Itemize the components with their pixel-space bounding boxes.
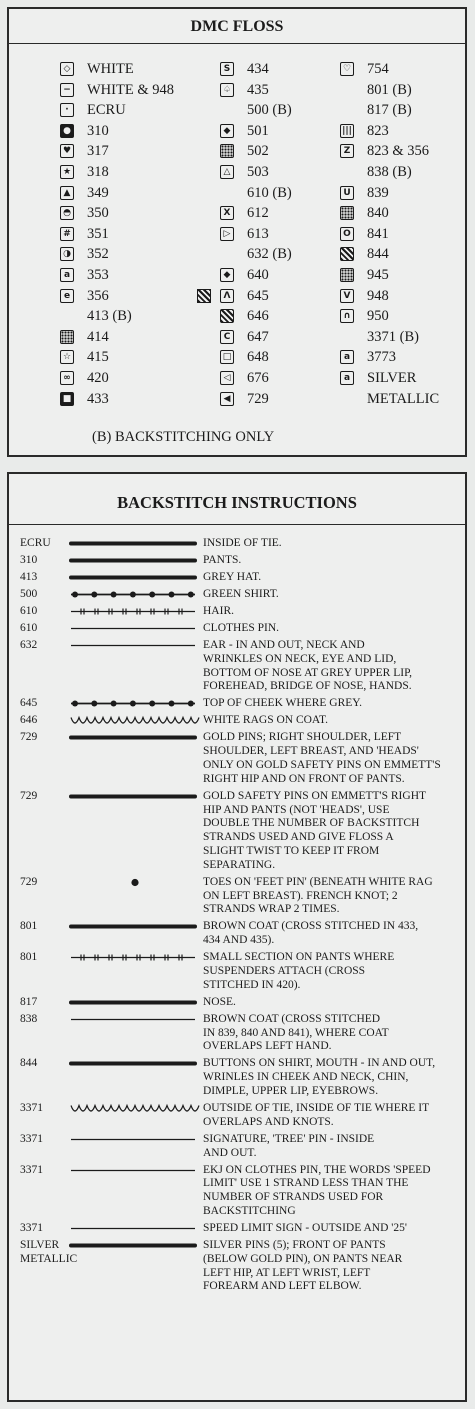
stitch-line-icon [69,996,201,1010]
backstitch-description [203,731,463,786]
floss-label: 356 [87,287,109,304]
floss-code-line: ECRU [20,537,51,549]
floss-code [20,1133,43,1147]
stitch-symbol-icon: X [220,206,234,220]
backstitch-row [9,876,465,917]
floss-code [20,1222,43,1236]
floss-label: 817 (B) [367,102,412,119]
stitch-line-icon [69,1164,201,1178]
stitch-symbol-icon [340,247,354,261]
stitch-symbol-icon: ◆ [220,268,234,282]
description-line: INSIDE OF TIE. [203,537,282,549]
floss-label: 844 [367,246,389,263]
floss-label: 823 [367,122,389,139]
floss-code-line: 729 [20,875,38,888]
description-line: SMALL SECTION ON PANTS WHERE [203,951,395,964]
stitch-symbol-icon: ★ [60,165,74,179]
floss-code-line: 817 [20,995,38,1008]
stitch-symbol-icon: ◑ [60,247,74,261]
floss-code [20,920,37,934]
stitch-line-icon [69,605,201,619]
backstitch-description [203,920,463,948]
description-line: SLIGHT TWIST TO KEEP IT FROM [203,844,380,857]
floss-label: 610 (B) [247,184,292,201]
backstitch-row [9,951,465,992]
stitch-symbol-icon: ♡ [340,62,354,76]
stitch-symbol-icon: a [340,350,354,364]
stitch-line-icon [69,588,201,602]
floss-code-line: 310 [20,554,38,566]
description-line: IN 839, 840 AND 841), WHERE COAT [203,1026,389,1039]
floss-code [20,639,37,653]
description-line: OUTSIDE OF TIE, INSIDE OF TIE WHERE IT [203,1102,430,1114]
stitch-symbol-icon: ||| [340,124,354,138]
floss-code [20,605,37,619]
dmc-floss-panel [7,7,467,457]
backstitch-description [203,605,463,619]
stitch-symbol-icon [220,309,234,323]
floss-label: 823 & 356 [367,143,430,160]
floss-label: 434 [247,61,269,77]
stitch-symbol-icon: a [60,268,74,282]
description-line: BACKSTITCHING [203,1204,296,1217]
floss-code-line: 632 [20,639,38,651]
backstitch-row [9,1239,465,1294]
floss-code-line: 844 [20,1057,38,1070]
backstitch-row [9,1222,465,1236]
floss-code [20,790,37,804]
stitch-symbol-icon: a [340,371,354,385]
floss-code-line: 729 [20,731,38,744]
floss-label: 415 [87,349,109,366]
backstitch-row [9,1133,465,1161]
floss-label: 351 [87,225,109,242]
description-line: WRINKLES ON NECK, EYE AND LID, [203,652,397,665]
stitch-line-icon [69,622,201,636]
description-line: CLOTHES PIN. [203,622,280,634]
floss-code-line: 838 [20,1012,38,1025]
stitch-symbol-icon: − [60,83,74,97]
stitch-line-icon [69,1239,201,1253]
floss-code-line: SILVER [20,1239,60,1251]
stitch-symbol-icon: # [60,227,74,241]
stitch-line-icon [69,1057,201,1071]
floss-code [20,622,37,636]
description-line: SHOULDER, LEFT BREAST, AND 'HEADS' [203,745,419,758]
floss-label: 950 [367,308,389,325]
stitch-symbol-icon: O [340,227,354,241]
description-line: GREEN SHIRT. [203,588,279,600]
description-line: (BELOW GOLD PIN), ON PANTS NEAR [203,1252,403,1265]
description-line: SEPARATING. [203,858,276,871]
floss-label: SILVER [367,369,417,386]
backstitch-row [9,1057,465,1098]
stitch-symbol-icon: ◆ [220,124,234,138]
floss-label: 420 [87,369,109,386]
floss-label: 729 [247,390,269,407]
stitch-symbol-icon: · [60,103,74,117]
backstitch-panel [7,472,467,1402]
backstitch-row [9,605,465,619]
floss-label: 3773 [367,349,396,366]
description-line: DOUBLE THE NUMBER OF BACKSTITCH [203,817,420,830]
stitch-symbol-icon: Λ [220,289,234,303]
stitch-symbol-icon [340,206,354,220]
floss-label: 676 [247,369,269,386]
backstitch-row [9,1013,465,1054]
stitch-symbol-icon: ◓ [60,206,74,220]
description-line: SPEED LIMIT SIGN - OUTSIDE AND '25' [203,1222,407,1234]
stitch-symbol-icon: ● [60,124,74,138]
description-line: BUTTONS ON SHIRT, MOUTH - IN AND OUT, [203,1057,436,1070]
stitch-line-icon [69,920,201,934]
floss-code-line: 645 [20,697,38,710]
description-line: OVERLAPS LEFT HAND. [203,1040,332,1053]
floss-label: 503 [247,163,269,180]
backstitch-description [203,639,463,694]
floss-label: 648 [247,349,269,366]
floss-code [20,951,37,965]
backstitch-row [9,639,465,694]
stitch-symbol-icon: ▲ [60,186,74,200]
backstitch-row [9,996,465,1010]
stitch-symbol-icon: ♤ [220,83,234,97]
stitch-symbol-icon: ☆ [60,350,74,364]
stitch-line-icon [69,571,201,585]
floss-code-line: 610 [20,605,38,617]
stitch-line-icon [69,1013,201,1027]
stitch-symbol-icon: ♥ [60,144,74,158]
floss-label: 502 [247,143,269,160]
description-line: SUSPENDERS ATTACH (CROSS [203,964,366,977]
description-line: NUMBER OF STRANDS USED FOR [203,1191,384,1204]
floss-code-line: 801 [20,951,38,964]
floss-label: 838 (B) [367,163,412,180]
floss-code-line: 801 [20,920,38,933]
backstitch-description [203,876,463,917]
backstitch-row [9,588,465,602]
floss-label: 841 [367,225,389,242]
floss-label: 945 [367,266,389,283]
backstitch-description [203,1133,463,1161]
backstitch-description [203,588,463,602]
description-line: FOREHEAD, BRIDGE OF NOSE, HANDS. [203,680,412,693]
floss-code [20,876,37,890]
backstitch-note: (B) BACKSTITCHING ONLY [92,429,275,445]
description-line: HIP AND PANTS (NOT 'HEADS', USE [203,803,390,816]
floss-code-line: 500 [20,588,38,600]
stitch-line-icon [69,790,201,804]
floss-label: 632 (B) [247,246,292,263]
description-line: SILVER PINS (5); FRONT OF PANTS [203,1239,386,1251]
stitch-line-icon [69,876,201,890]
floss-title: DMC FLOSS [9,9,465,44]
floss-code [20,731,37,745]
backstitch-description [203,1164,463,1219]
stitch-symbol-icon: ◇ [60,62,74,76]
backstitch-description [203,790,463,873]
backstitch-row [9,697,465,711]
floss-label: 414 [87,328,109,345]
stitch-symbol-icon: e [60,289,74,303]
floss-label: 501 [247,122,269,139]
description-line: STRANDS WRAP 2 TIMES. [203,903,340,916]
backstitch-description [203,714,463,728]
floss-label: 840 [367,205,389,222]
backstitch-row [9,731,465,786]
floss-label: 839 [367,184,389,201]
stitch-symbol-icon: ∞ [60,371,74,385]
backstitch-description [203,1013,463,1054]
floss-code [20,571,37,585]
stitch-line-icon [69,697,201,711]
description-line: RIGHT HIP AND ON FRONT OF PANTS. [203,772,405,785]
description-line: DIMPLE, UPPER LIP, EYEBROWS. [203,1084,379,1097]
description-line: TOP OF CHEEK WHERE GREY. [203,697,362,710]
description-line: HAIR. [203,605,234,617]
description-line: LIMIT' USE 1 STRAND LESS THAN THE [203,1177,409,1190]
floss-code-line: 729 [20,789,38,802]
stitch-symbol-icon: ■ [60,392,74,406]
floss-code [20,554,37,568]
floss-code [20,537,51,551]
backstitch-row [9,554,465,568]
floss-label: 613 [247,225,269,242]
floss-label: 310 [87,122,109,139]
floss-code [20,1164,43,1178]
floss-label: 350 [87,205,109,222]
stitch-line-icon [69,1133,201,1147]
backstitch-description [203,996,463,1010]
backstitch-row [9,571,465,585]
checker-symbol-icon [197,289,211,303]
floss-label: 948 [367,287,389,304]
stitch-symbol-icon: ∩ [340,309,354,323]
stitch-line-icon [69,731,201,745]
floss-code [20,1102,43,1116]
floss-code-line: 3371 [20,1163,43,1176]
stitch-symbol-icon: ◀ [220,392,234,406]
description-line: STITCHED IN 420). [203,978,301,991]
description-line: TOES ON 'FEET PIN' (BENEATH WHITE RAG [203,875,433,888]
floss-label: 352 [87,246,109,263]
stitch-line-icon [69,1102,201,1116]
backstitch-description [203,1222,463,1236]
backstitch-description [203,622,463,636]
floss-code [20,996,37,1010]
floss-label: WHITE & 948 [87,81,174,98]
floss-label: 640 [247,266,269,283]
floss-code [20,588,37,602]
backstitch-row [9,714,465,728]
description-line: AND OUT. [203,1146,257,1159]
description-line: WHITE RAGS ON COAT. [203,714,329,727]
stitch-line-icon [69,537,201,551]
floss-code-line: 3371 [20,1222,43,1234]
floss-label: 647 [247,328,269,345]
description-line: WRINLES IN CHEEK AND NECK, CHIN, [203,1071,409,1084]
stitch-symbol-icon: □ [220,350,234,364]
backstitch-description [203,1239,463,1294]
description-line: FOREARM AND LEFT ELBOW. [203,1280,362,1293]
stitch-line-icon [69,639,201,653]
floss-code [20,714,37,728]
description-line: GREY HAT. [203,571,262,583]
description-line: 434 AND 435). [203,934,275,947]
backstitch-row [9,1102,465,1130]
stitch-symbol-icon: V [340,289,354,303]
floss-code-line: METALLIC [20,1252,78,1265]
stitch-symbol-icon: △ [220,165,234,179]
description-line: PANTS. [203,554,242,566]
backstitch-description [203,1102,463,1130]
description-line: OVERLAPS AND KNOTS. [203,1115,334,1128]
stitch-line-icon [69,554,201,568]
backstitch-row [9,790,465,873]
floss-code-line: 646 [20,714,38,727]
backstitch-description [203,537,463,551]
backstitch-description [203,1057,463,1098]
floss-code-line: 3371 [20,1102,43,1114]
description-line: GOLD SAFETY PINS ON EMMETT'S RIGHT [203,789,427,802]
floss-label: WHITE [87,61,134,77]
floss-code-line: 3371 [20,1132,43,1145]
floss-label: 435 [247,81,269,98]
stitch-symbol-icon: ◁ [220,371,234,385]
floss-label: 349 [87,184,109,201]
floss-code [20,1057,37,1071]
floss-label: METALLIC [367,390,440,407]
description-line: NOSE. [203,995,236,1008]
backstitch-row [9,537,465,551]
floss-label: 3371 (B) [367,328,419,345]
description-line: GOLD PINS; RIGHT SHOULDER, LEFT [203,731,402,744]
stitch-line-icon [69,714,201,728]
floss-label: 353 [87,266,109,283]
floss-label: 801 (B) [367,81,412,98]
stitch-line-icon [69,1222,201,1236]
description-line: BOTTOM OF NOSE AT GREY UPPER LIP, [203,666,413,679]
description-line: STRANDS USED AND GIVE FLOSS A [203,831,394,844]
stitch-symbol-icon: S [220,62,234,76]
description-line: SIGNATURE, 'TREE' PIN - INSIDE [203,1132,375,1145]
floss-code-line: 413 [20,571,38,583]
backstitch-row [9,1164,465,1219]
backstitch-description [203,571,463,585]
floss-label: 646 [247,308,269,325]
stitch-symbol-icon [220,144,234,158]
floss-code [20,1013,37,1027]
floss-code-line: 610 [20,622,38,634]
floss-label: 612 [247,205,269,222]
backstitch-row [9,622,465,636]
floss-label: 318 [87,163,109,180]
stitch-symbol-icon: Z [340,144,354,158]
stitch-symbol-icon: U [340,186,354,200]
floss-label: 433 [87,390,109,407]
description-line: ON LEFT BREAST). FRENCH KNOT; 2 [203,889,398,902]
description-line: LEFT HIP, AT LEFT WRIST, LEFT [203,1266,371,1279]
description-line: EKJ ON CLOTHES PIN, THE WORDS 'SPEED [203,1163,431,1176]
stitch-symbol-icon [60,330,74,344]
backstitch-title: BACKSTITCH INSTRUCTIONS [9,474,465,525]
stitch-line-icon [69,951,201,965]
description-line: EAR - IN AND OUT, NECK AND [203,639,365,651]
floss-label: 317 [87,143,109,160]
description-line: ONLY ON GOLD SAFETY PINS ON EMMETT'S [203,758,441,771]
floss-label: 754 [367,61,389,77]
floss-label: ECRU [87,102,126,119]
stitch-symbol-icon [340,268,354,282]
floss-code [20,697,37,711]
description-line: BROWN COAT (CROSS STITCHED [203,1012,381,1025]
floss-label: 645 [247,287,269,304]
backstitch-row [9,920,465,948]
backstitch-description [203,697,463,711]
backstitch-description [203,554,463,568]
stitch-symbol-icon: ▷ [220,227,234,241]
floss-label: 500 (B) [247,102,292,119]
description-line: BROWN COAT (CROSS STITCHED IN 433, [203,920,419,933]
stitch-symbol-icon: C [220,330,234,344]
floss-label: 413 (B) [87,308,132,325]
backstitch-description [203,951,463,992]
